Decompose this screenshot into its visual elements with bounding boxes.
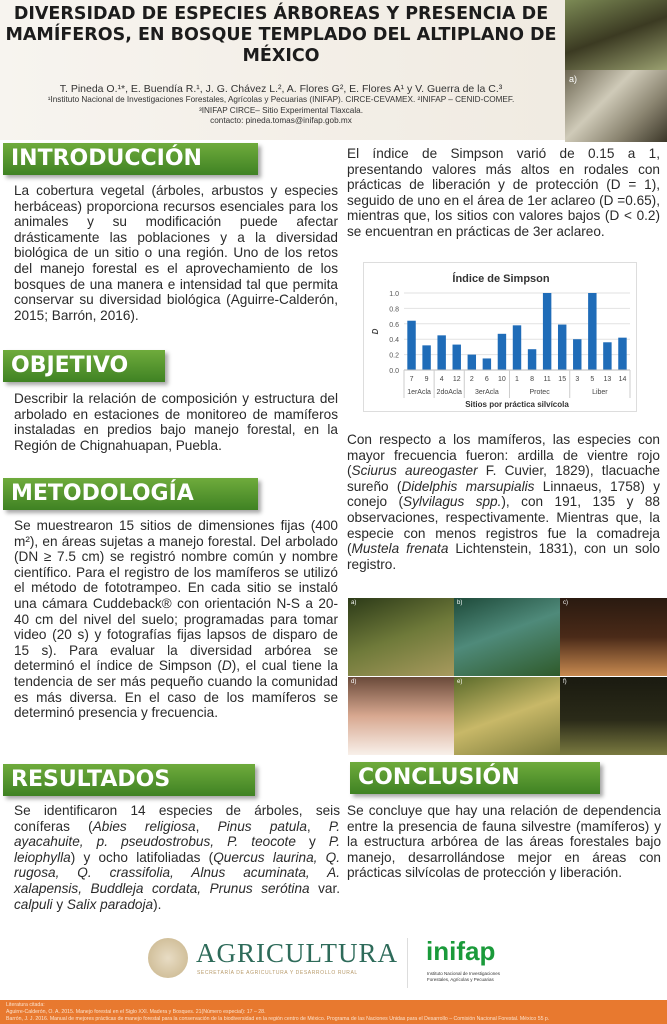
y-tick-label: 1.0 <box>389 291 399 298</box>
simpson-chart-svg <box>364 263 638 413</box>
photo-label: c) <box>563 600 568 606</box>
bar-site-1 <box>513 325 521 370</box>
text-segment: , <box>195 818 218 834</box>
x-tick-label: 7 <box>409 376 414 383</box>
x-tick-label: 9 <box>424 376 429 383</box>
text-segment: Con respecto a los mamíferos, las especies con mayor frecuencia fueron: ardilla de vientre rojo ( <box>347 432 660 479</box>
section-header-objetivo: OBJETIVO <box>3 350 165 382</box>
photo-label: b) <box>457 600 463 606</box>
text-segment: var. <box>309 880 340 896</box>
italic-text-segment: Quercus laurina, Q. rugosa, Q. crassifolia, Alnus acuminata, A. xalapensis, Buddleja cordata, Prunus serótina <box>14 849 340 896</box>
italic-text-segment: Mustela frenata <box>351 541 449 557</box>
italic-text-segment: Didelphis marsupialis <box>401 478 535 494</box>
simpson-chart <box>363 262 637 412</box>
text-segment: Linnaeus, 1758) y conejo ( <box>347 478 660 510</box>
x-tick-label: 13 <box>603 376 612 383</box>
logo-divider <box>407 938 408 988</box>
resultados-text <box>14 803 340 912</box>
text-segment: ), el cual tiene la tendencia de ser más pequeño cuando la comunidad es más diversa. En el caso de los mamíferos se determinó presencia y frecuencia. <box>14 658 338 721</box>
section-header-conclusion: CONCLUSIÓN <box>350 762 600 794</box>
metodologia-text <box>14 518 338 721</box>
conclusion-text <box>347 803 661 881</box>
objetivo-text <box>14 391 338 453</box>
simpson-text <box>347 146 660 240</box>
bar-site-4 <box>437 335 445 370</box>
text-segment: y <box>295 834 329 850</box>
affiliations: ¹Instituto Nacional de Investigaciones Forestales, Agrícolas y Pecuarias (INIFAP). CIRCE-CEVAMEX. ²INIFAP – CENID-COMEF. ³INIFAP CIRCE– Sitio Experimental Tlaxcala. <box>47 95 515 115</box>
italic-text-segment: Sylvilagus spp. <box>403 494 502 510</box>
text-segment: ). <box>153 896 162 912</box>
x-tick-label: 4 <box>439 376 444 383</box>
text-segment: y <box>52 896 67 912</box>
photo-e <box>454 677 560 755</box>
photo-label: d) <box>351 679 357 685</box>
references-heading: Literatura citada: <box>6 1002 45 1008</box>
authors: T. Pineda O.¹*, E. Buendía R.¹, J. G. Chávez L.², A. Flores G², E. Flores A¹ y V. Guerra de la C.³ <box>59 83 503 95</box>
group-label: 2doAcla <box>436 389 462 396</box>
x-tick-label: 2 <box>469 376 474 383</box>
agricultura-subtitle: SECRETARÍA DE AGRICULTURA Y DESARROLLO RURAL <box>197 970 358 976</box>
text-segment: F. Cuvier, 1829), tlacuache sureño ( <box>347 463 660 494</box>
photo-label: e) <box>457 679 463 685</box>
text-segment: ), con 191, 135 y 88 observaciones, respectivamente. Mientras que, la especie con menos registros fue la comadreja ( <box>347 494 660 557</box>
bar-site-5 <box>588 293 596 370</box>
photo-a <box>348 598 454 676</box>
bar-site-3 <box>573 339 581 370</box>
authors-block <box>0 83 562 127</box>
italic-text-segment: calpuli <box>14 896 53 912</box>
intro-text <box>14 183 338 323</box>
italic-text-segment: Pinus patula <box>217 818 307 834</box>
bar-site-13 <box>603 342 611 370</box>
text-segment: ) y ocho latifoliadas ( <box>70 849 214 865</box>
text-segment: La cobertura vegetal (árboles, arbustos y especies herbáceas) proporciona recursos esenciales para los animales y su modificación puede afectar drásticamente las poblaciones y a la diversidad biológica de un sitio o una región. Uno de los retos del manejo forestal es el aprovechamiento de los bosques de una manera e intensidad tal que permita conservar su diversidad biológica (Aguirre-Calderón, 2015; Barrón, 2016). <box>14 183 338 323</box>
photo-f <box>560 677 667 755</box>
y-tick-label: 0.2 <box>389 352 399 360</box>
x-tick-label: 10 <box>498 376 506 383</box>
italic-text-segment: P. ayacahuite, p. pseudostrobus, P. teocote <box>14 818 341 850</box>
photo-label: a) <box>351 600 357 606</box>
photo-d <box>348 677 454 755</box>
mamiferos-text <box>347 432 660 572</box>
text-segment: , <box>306 818 329 834</box>
logos-bar <box>0 930 667 998</box>
bar-site-2 <box>468 355 476 370</box>
bar-site-8 <box>528 349 536 370</box>
italic-text-segment: Abies religiosa <box>92 818 196 834</box>
photo-b <box>454 598 560 676</box>
agricultura-logo-text: AGRICULTURA <box>196 938 399 968</box>
camera-trap-photo <box>565 70 667 142</box>
italic-text-segment: Sciurus aureogaster <box>351 463 478 479</box>
y-tick-label: 0.0 <box>389 368 399 375</box>
bar-site-11 <box>543 293 551 370</box>
reference: Barrón, J. J. 2016. Manual de mejores prácticas de manejo forestal para la conservación de la biodiversidad en la región centro de México. Programa de las Naciones Unidas para el Desarrollo – Comisión Nacional Forestal. México 55 p. <box>6 1016 550 1022</box>
section-header-resultados: RESULTADOS <box>3 764 255 796</box>
camera-trap-photos <box>348 598 667 755</box>
forest-photo <box>565 0 667 70</box>
text-segment: Se concluye que hay una relación de dependencia entre la presencia de fauna silvestre (mamíferos) y la estructura arbórea de las áreas forestales bajo manejo, desarrollándose mejor en áreas con prácticas silvícolas de protección y liberación. <box>347 803 661 881</box>
inifap-subtitle: Instituto Nacional de Investigaciones Forestales, Agrícolas y Pecuarias <box>427 971 501 982</box>
text-segment: Se muestrearon 15 sitios de dimensiones fijas (400 m²), en áreas sujetas a manejo forestal. Del arbolado (DN ≥ 7.5 cm) se registró nombre común y nombre científico. Para el registro de los mamíferos se utilizó el método de fototrampeo. En cada sitio se instaló una cámara Cuddeback® con orientación N-S a 20-40 cm del nivel del suelo; programadas para tomar video (20 s) y fotografías fijas lapsos de disparo de 15 s). Para evaluar la diversidad arbórea se determinó el índice de Simpson ( <box>14 518 338 674</box>
y-tick-label: 0.4 <box>389 337 399 345</box>
group-label: Liber <box>592 389 608 396</box>
text-segment: Describir la relación de composición y estructura del arbolado en estaciones de monitoreo de mamíferos instaladas en predios bajo manejo forestal, en la Región de Chignahuapan, Puebla. <box>14 391 338 453</box>
group-label: 1erAcla <box>407 389 431 396</box>
x-tick-label: 11 <box>543 376 551 383</box>
text-segment: Lichtenstein, 1831), con un solo registro. <box>347 541 660 572</box>
x-axis-label: Sitios por práctica silvícola <box>465 400 569 409</box>
photo-c <box>560 598 667 676</box>
italic-text-segment: D <box>221 658 232 674</box>
x-tick-label: 1 <box>515 376 519 383</box>
chart-title: Índice de Simpson <box>452 273 550 285</box>
y-tick-label: 0.6 <box>389 321 399 329</box>
y-tick-label: 0.8 <box>389 306 399 314</box>
reference: Aguirre-Calderón, O. A. 2015. Manejo forestal en el Siglo XXI. Madera y Bosques. 21(Número especial): 17 – 28. <box>6 1009 266 1015</box>
mexico-seal-logo <box>148 938 188 978</box>
group-label: Protec <box>529 389 550 396</box>
text-segment: El índice de Simpson varió de 0.15 a 1, presentando valores más altos en rodales con prácticas de liberación y de protección (D = 1), seguido de uno en el área de 1er aclareo (D =0.65), mientras que, los sitios con valores bajos (D < 0.2) se encuentran en prácticas de 3er aclareo. <box>347 146 660 239</box>
y-axis-label: D <box>371 328 380 335</box>
photo-label: f) <box>563 679 567 685</box>
section-header-introduccion: INTRODUCCIÓN <box>3 143 258 175</box>
x-tick-label: 5 <box>590 376 595 383</box>
references-footer <box>0 1000 667 1024</box>
text-segment: Se identificaron 14 especies de árboles, seis coníferas ( <box>14 803 340 834</box>
bar-site-12 <box>453 345 461 370</box>
x-tick-label: 3 <box>575 376 580 383</box>
x-tick-label: 8 <box>530 376 535 383</box>
inifap-logo-text: inifap <box>426 936 496 966</box>
bar-site-7 <box>407 321 415 370</box>
bar-site-14 <box>618 338 626 370</box>
bar-site-10 <box>498 334 506 370</box>
bar-site-6 <box>483 358 491 370</box>
x-tick-label: 15 <box>558 376 567 383</box>
italic-text-segment: Salix paradoja <box>66 896 154 912</box>
x-tick-label: 14 <box>618 376 627 383</box>
poster-title: DIVERSIDAD DE ESPECIES ÁRBOREAS Y PRESENCIA DE MAMÍFEROS, EN BOSQUE TEMPLADO DEL ALTIPLANO DE MÉXICO <box>5 4 557 66</box>
contact: contacto: pineda.tomas@inifap.gob.mx <box>210 116 352 125</box>
x-tick-label: 6 <box>484 376 489 383</box>
italic-text-segment: P. leiophylla <box>14 834 340 865</box>
section-header-metodologia: METODOLOGÍA <box>3 478 258 510</box>
group-label: 3erAcla <box>474 389 499 396</box>
x-tick-label: 12 <box>452 376 461 383</box>
bar-site-9 <box>422 345 430 370</box>
bar-site-15 <box>558 325 566 370</box>
photo-label: a) <box>569 74 578 84</box>
